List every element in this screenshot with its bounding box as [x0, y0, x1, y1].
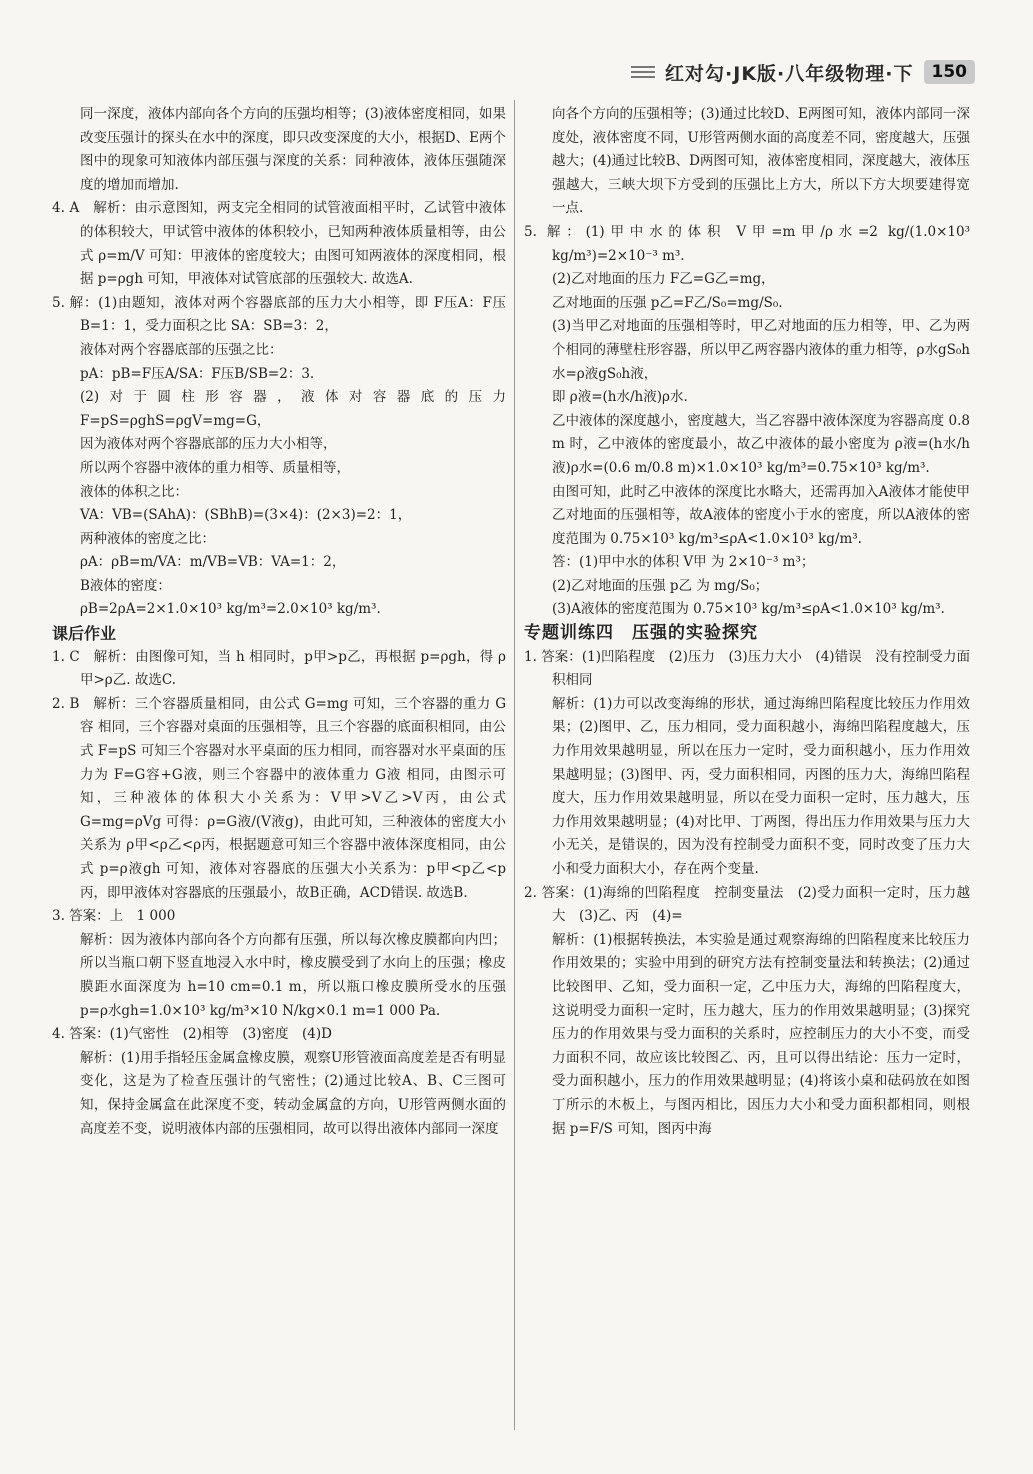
menu-lines-icon: [631, 66, 655, 78]
answer-paragraph: 2. B 解析：三个容器质量相同，由公式 G=mg 可知，三个容器的重力 G容 相同，三个容器对桌面的压强相等，且三个容器的底面积相同，由公式 F=pS 可知三个容器对水平桌面的压力相同，而容器对水平桌面的压力为 F=G容+G液，则三个容器中的液体重力 G液 相同，由图示可知，三种液体的体积大小关系为：V甲>V乙>V丙，由公式 G=mg=ρVg 可得：ρ=G液/(V液g)，由此可知，三种液体的密度大小关系为 ρ甲<ρ乙<ρ丙，根据题意可知三个容器中液体深度相同，由公式 p=ρ液gh 可知，液体对容器底的压强大小关系为：p甲<p乙<p丙，即甲液体对容器底的压强最小，故B正确，ACD错误. 故选B.: [52, 695, 506, 901]
answer-paragraph: (3)A液体的密度范围为 0.75×10³ kg/m³≤ρA<1.0×10³ kg/m³.: [552, 601, 945, 618]
answer-paragraph: B液体的密度：: [80, 577, 171, 594]
answer-paragraph: 由图可知，此时乙中液体的深度比水略大，还需再加入A液体才能使甲乙对地面的压强相等，故A液体的密度小于水的密度，所以A液体的密度范围为 0.75×10³ kg/m³≤ρA<1.0×10³ kg/m³.: [552, 483, 970, 547]
answer-paragraph: 4. A 解析：由示意图知，两支完全相同的试管液面相平时，乙试管中液体的体积较大，甲试管中液体的体积较小，已知两种液体质量相等，由公式 ρ=m/V 可知：甲液体的密度较大；由图可知两液体的深度相同，根据 p=ρgh 可知，甲液体对试管底部的压强较大. 故选A.: [52, 200, 506, 288]
answer-paragraph: 所以两个容器中液体的重力相等、质量相等，: [80, 459, 350, 476]
answer-paragraph: 2. 答案：(1)海绵的凹陷程度 控制变量法 (2)受力面积一定时，压力越大 (3)乙、丙 (4)=: [524, 884, 970, 925]
answer-paragraph: (2)对于圆柱形容器，液体对容器底的压力 F=pS=ρghS=ρgV=mg=G，: [80, 389, 506, 429]
answer-paragraph: 1. C 解析：由图像可知，当 h 相同时，p甲>p乙，再根据 p=ρgh，得 ρ甲>ρ乙. 故选C.: [52, 648, 506, 689]
answer-paragraph: 5. 解：(1)由题知，液体对两个容器底部的压力大小相等，即 F压A：F压B=1：1，受力面积之比 SA：SB=3：2，: [52, 294, 506, 335]
page-header: [631, 52, 975, 92]
answer-paragraph: 液体对两个容器底部的压强之比：: [80, 341, 283, 358]
answer-paragraph: (3)当甲乙对地面的压强相等时，甲乙对地面的压力相等，甲、乙为两个相同的薄壁柱形容器，所以甲乙两容器内液体的重力相等，ρ水gS₀h水=ρ液gS₀h液，: [552, 318, 970, 382]
answer-paragraph: pA：pB=F压A/SA：F压B/SB=2：3.: [80, 365, 315, 382]
answer-paragraph: 解析：因为液体内部向各个方向都有压强，所以每次橡皮膜都向内凹；所以当瓶口朝下竖直地浸入水中时，橡皮膜受到了水向上的压强；橡皮膜距水面深度为 h=10 cm=0.1 m，所以瓶口橡皮膜所受水的压强 p=ρ水gh=1.0×10³ kg/m³×10 N/kg×0.1 m=1 000 Pa.: [80, 931, 506, 1019]
book-title: 红对勾·JK版·八年级物理·下: [665, 62, 914, 85]
answer-paragraph: 1. 答案：(1)凹陷程度 (2)压力 (3)压力大小 (4)错误 没有控制受力面积相同: [524, 648, 970, 689]
right-column: [524, 103, 970, 1141]
left-column: [52, 103, 506, 1141]
column-divider: [514, 100, 515, 1430]
answer-paragraph: 乙对地面的压强 p乙=F乙/S₀=mg/S₀.: [552, 294, 783, 311]
answer-paragraph: ρA：ρB=m/VA：m/VB=VB：VA=1：2，: [80, 554, 346, 571]
answer-paragraph: 5. 解：(1)甲中水的体积 V甲=m甲/ρ水=2 kg/(1.0×10³ kg/m³)=2×10⁻³ m³.: [524, 223, 970, 264]
answer-paragraph: 答：(1)甲中水的体积 V甲 为 2×10⁻³ m³；: [552, 554, 815, 571]
answer-paragraph: 解析：(1)力可以改变海绵的形状，通过海绵凹陷程度比较压力作用效果；(2)图甲、乙，压力相同，受力面积越小，海绵凹陷程度越大，压力作用效果越明显，所以在压力一定时，受力面积越小，压力作用效果越明显；(3)图甲、丙，受力面积相同，丙图的压力大，海绵凹陷程度大，压力作用效果越明显，所以在受力面积一定时，压力越大，压力作用效果越明显；(4)对比甲、丁两图，得出压力作用效果与压力大小无关，是错误的，因为没有控制受力面积不变，同时改变了压力大小和受力面积大小，存在两个变量.: [552, 695, 970, 877]
answer-paragraph: 两种液体的密度之比：: [80, 530, 215, 547]
answer-paragraph: (2)乙对地面的压力 F乙=G乙=mg，: [552, 271, 775, 288]
answer-paragraph: 3. 答案：上 1 000: [52, 908, 176, 925]
section-heading: 专题训练四 压强的实验探究: [524, 623, 758, 644]
answer-paragraph: 因为液体对两个容器底部的压力大小相等，: [80, 436, 337, 453]
answer-paragraph: 即 ρ液=(h水/h液)ρ水.: [552, 389, 688, 406]
answer-paragraph: 解析：(1)根据转换法，本实验是通过观察海绵的凹陷程度来比较压力作用效果的；实验中用到的研究方法有控制变量法和转换法；(2)通过比较图甲、乙知，受力面积一定，乙中压力大，海绵的凹陷程度大，这说明受力面积一定时，压力越大，压力的作用效果越明显；(3)探究压力的作用效果与受力面积的关系时，应控制压力的大小不变，而受力面积不同，故应该比较图乙、丙，且可以得出结论：压力一定时，受力面积越小，压力的作用效果越明显；(4)将该小桌和砝码放在如图丁所示的木板上，与图丙相比，因压力大小和受力面积都相同，则根据 p=F/S 可知，图丙中海: [552, 931, 970, 1137]
section-heading: 课后作业: [52, 624, 117, 644]
answer-paragraph: ρB=2ρA=2×1.0×10³ kg/m³=2.0×10³ kg/m³.: [80, 601, 381, 618]
answer-paragraph: 乙中液体的深度越小，密度越大，当乙容器中液体深度为容器高度 0.8 m 时，乙中液体的密度最小，故乙中液体的最小密度为 ρ液=(h水/h液)ρ水=(0.6 m/0.8 m)×1.0×10³ kg/m³=0.75×10³ kg/m³.: [552, 412, 970, 476]
answer-paragraph: 4. 答案：(1)气密性 (2)相等 (3)密度 (4)D: [52, 1026, 332, 1043]
answer-paragraph: 解析：(1)用手指轻压金属盒橡皮膜，观察U形管液面高度差是否有明显变化，这是为了检查压强计的气密性；(2)通过比较A、B、C三图可知，保持金属盒在此深度不变，转动金属盒的方向，U形管两侧水面的高度差不变，说明液体内部的压强相同，故可以得出液体内部同一深度: [80, 1049, 506, 1137]
page-number: 150: [924, 60, 976, 84]
answer-paragraph: 向各个方向的压强相等；(3)通过比较D、E两图可知，液体内部同一深度处，液体密度不同，U形管两侧水面的高度差不同，密度越大，压强越大；(4)通过比较B、D两图可知，液体密度相同，深度越大，液体压强越大，三峡大坝下方受到的压强比上方大，所以下方大坝要建得宽一点.: [552, 106, 970, 217]
answer-paragraph: (2)乙对地面的压强 p乙 为 mg/S₀；: [552, 577, 769, 594]
answer-paragraph: 液体的体积之比：: [80, 483, 188, 500]
answer-paragraph: 同一深度，液体内部向各个方向的压强均相等；(3)液体密度相同，如果改变压强计的探头在水中的深度，即只改变深度的大小，根据D、E两个图中的现象可知液体内部压强与深度的关系：同种液体，液体压强随深度的增加而增加.: [80, 106, 506, 193]
answer-paragraph: VA：VB=(SAhA)：(SBhB)=(3×4)：(2×3)=2：1，: [80, 507, 412, 524]
